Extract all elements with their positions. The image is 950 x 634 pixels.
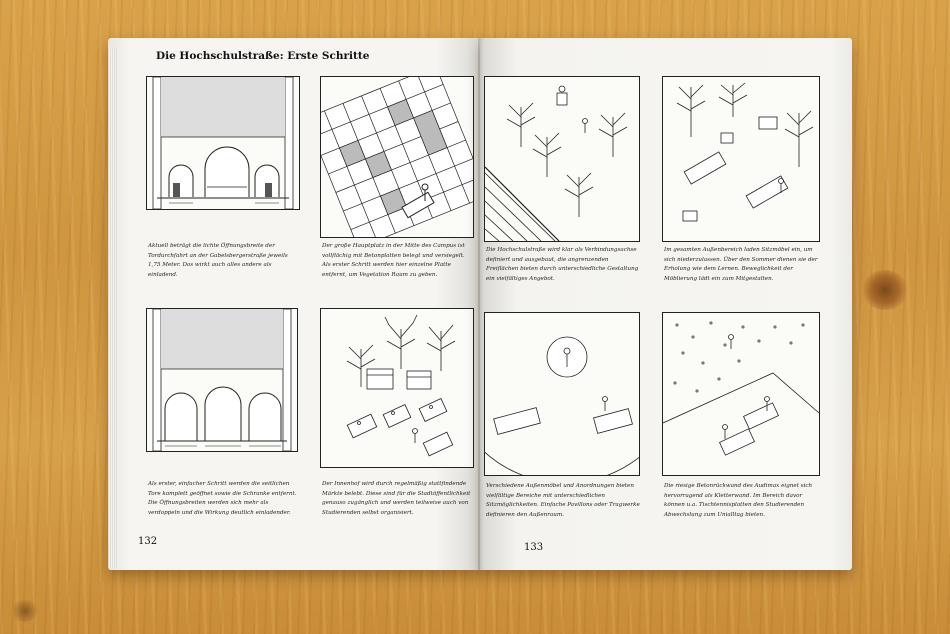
caption-4: Der Innenhof wird durch regelmäßig stattfindende Märkte belebt. Diese sind für die Stadtöffentlichkeit genauso zugänglich und werden teilweise auch von Studierenden selbst organisiert. [322,481,471,516]
illustration-climbing-wall [662,312,820,476]
page-edges [108,48,118,568]
tree [507,103,627,217]
illustration-gate-current [146,76,300,210]
illustration-connection-axis [484,76,640,242]
wood-knot [862,270,908,310]
open-book [100,38,852,578]
illustration-gate-opened [146,308,298,452]
illustration-pavilion [484,312,640,476]
chapter-title: Die Hochschulstraße: Erste Schritte [156,50,370,62]
caption-8: Die riesige Betonrückwand des Audimax eignet sich hervorragend als Kletterwand. Im Bereich davor können u.a. Tischtennisplatten den Studierenden Abwechslung zum Unialltag bieten. [664,483,813,518]
wood-knot [10,600,40,622]
left-page [108,38,480,570]
caption-7: Verschiedene Außenmöbel und Anordnungen bieten vielfältige Bereiche mit unterschiedlichen Sitzmöglichkeiten. Einfache Pavillons oder Tragwerke definieren den Außenraum. [486,483,640,518]
caption-6: Im gesamten Außenbereich laden Sitzmöbel ein, um sich niederzulassen. Über den Sommer dienen sie der Erholung wie dem Lernen. Beweglichkeit der Möblierung lädt ein zum Mitgestalten. [664,247,818,282]
caption-3: Als erster, einfacher Schritt werden die seitlichen Tore komplett geöffnet sowie die Schranke entfernt. Die Öffnungsbreiten werden sich mehr als verdoppeln und die Wirkung deutlich einladender. [148,481,297,516]
illustration-market [320,308,474,468]
caption-1: Aktuell beträgt die lichte Öffnungsbreite der Tordurchfahrt an der Gabelsbergerstraße jeweils 1,75 Meter. Das wirkt auch alles andere als einladend. [148,243,288,278]
illustration-seating [662,76,820,242]
tree [347,315,455,387]
page-number-left: 132 [138,536,158,547]
illustration-plaza-grid [320,76,474,238]
caption-5: Die Hochschulstraße wird klar als Verbindungsachse definiert und ausgebaut, die angrenzenden Freiflächen bieten durch unterschiedliche Gestaltung ein vielfältiges Angebot. [486,247,639,282]
page-number-right: 133 [524,542,544,553]
right-page [480,38,852,570]
caption-2: Der große Hauptplatz in der Mitte des Campus ist vollflächig mit Betonplatten belegt und versiegelt. Als erster Schritt werden hier einzelne Platte entfernt, um Vegetation Raum zu geben. [322,243,465,278]
book-spine [478,38,484,570]
